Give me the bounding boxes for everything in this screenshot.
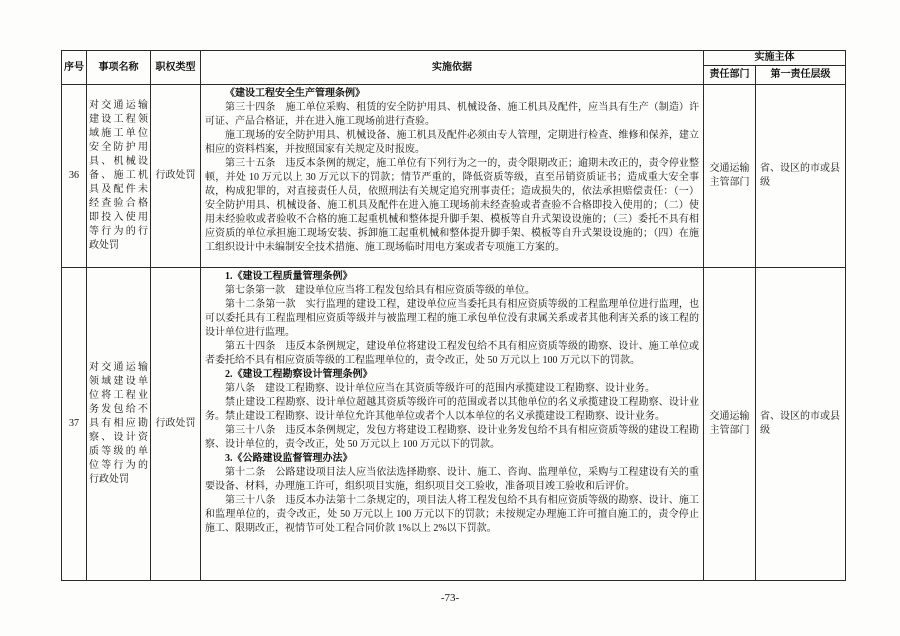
- row-dept: 交通运输主管部门: [704, 268, 756, 581]
- row-level: 省、设区的市或县级: [756, 268, 846, 581]
- col-header-dept: 责任部门: [704, 66, 756, 85]
- row-level: 省、设区的市或县级: [756, 85, 846, 268]
- basis-paragraph: 施工现场的安全防护用具、机械设备、施工机具及配件必须由专人管理，定期进行检查、维修和保养，建立相应的资料档案，并按照国家有关规定及时报废。: [205, 130, 699, 155]
- col-header-basis: 实施依据: [201, 51, 704, 85]
- header-row-1: [62, 51, 846, 66]
- table-header: [62, 51, 846, 85]
- basis-regulation-title: 2.《建设工程勘察设计管理条例》: [225, 369, 373, 380]
- basis-paragraph: 第十二条 公路建设项目法人应当依法选择勘察、设计、施工、咨询、监理单位，采购与工程建设有关的重要设备、材料，办理施工许可，组织项目实施，组织项目交工验收，准备项目竣工验收和后评价。: [205, 467, 699, 492]
- table-body: [62, 85, 846, 581]
- row-basis: [201, 268, 704, 581]
- col-header-seq: 序号: [62, 51, 87, 85]
- col-header-level: 第一责任层级: [756, 66, 846, 85]
- basis-paragraph: 第三十八条 违反本办法第十二条规定的，项目法人将工程发包给不具有相应资质等级的勘察、设计、施工和监理单位的，责令改正，处 50 万元以上 100 万元以下的罚款；未按规定办理施工许可擅自施工的，责令停止施工、限期改正，视情节可处工程合同价款 1%以上 2%以下罚款。: [205, 495, 699, 534]
- row-seq: 36: [62, 85, 87, 268]
- row-seq: 37: [62, 268, 87, 581]
- table-row: [62, 85, 846, 268]
- row-dept: 交通运输主管部门: [704, 85, 756, 268]
- table-row: [62, 268, 846, 581]
- row-basis: [201, 85, 704, 268]
- page-number: -73-: [440, 592, 460, 604]
- basis-paragraph: 第五十四条 违反本条例规定，建设单位将建设工程发包给不具有相应资质等级的勘察、设计、施工单位或者委托给不具有相应资质等级的工程监理单位的，责令改正，处 50 万元以上 100 万元以下的罚款。: [205, 341, 699, 366]
- row-item-name: 对交通运输建设工程领域施工单位安全防护用具、机械设备、施工机具及配件未经查验合格即投入使用等行为的行政处罚: [87, 85, 151, 268]
- basis-paragraph: 第三十四条 施工单位采购、租赁的安全防护用具、机械设备、施工机具及配件，应当具有生产（制造）许可证、产品合格证，并在进入施工现场前进行查验。: [205, 102, 699, 127]
- basis-regulation-title: 1.《建设工程质量管理条例》: [225, 271, 353, 282]
- basis-regulation-title: 《建设工程安全生产管理条例》: [225, 88, 365, 99]
- basis-paragraph: 禁止建设工程勘察、设计单位超越其资质等级许可的范围或者以其他单位的名义承揽建设工程勘察、设计业务。禁止建设工程勘察、设计单位允许其他单位或者个人以本单位的名义承揽建设工程勘察、设计业务。: [205, 397, 699, 422]
- col-header-subject: 实施主体: [704, 51, 846, 66]
- col-header-item: 事项名称: [87, 51, 151, 85]
- basis-regulation-title: 3.《公路建设监督管理办法》: [225, 453, 353, 464]
- row-item-name: 对交通运输领域建设单位将工程业务发包给不具有相应勘察、设计资质等级的单位等行为的行政处罚: [87, 268, 151, 581]
- powers-table: [61, 50, 846, 581]
- basis-paragraph: 第三十八条 违反本条例规定，发包方将建设工程勘察、设计业务发包给不具有相应资质等级的建设工程勘察、设计单位的，责令改正，处 50 万元以上 100 万元以下的罚款。: [205, 425, 699, 450]
- row-power-type: 行政处罚: [151, 268, 201, 581]
- col-header-type: 职权类型: [151, 51, 201, 85]
- basis-paragraph: 第七条第一款 建设单位应当将工程发包给具有相应资质等级的单位。: [225, 285, 535, 296]
- basis-paragraph: 第三十五条 违反本条例的规定，施工单位有下列行为之一的，责令限期改正；逾期未改正的，责令停业整顿，并处 10 万元以上 30 万元以下的罚款；情节严重的，降低资质等级，直至吊销资质证书；造成重大安全事故，构成犯罪的，对直接责任人员，依照刑法有关规定追究刑事责任；造成损失的，依法承担赔偿责任：（一）安全防护用具、机械设备、施工机具及配件在进入施工现场前未经查验或者查验不合格即投入使用的；（二）使用未经验收或者验收不合格的施工起重机械和整体提升脚手架、模板等自升式架设设施的；（三）委托不具有相应资质的单位承担施工现场安装、拆卸施工起重机械和整体提升脚手架、模板等自升式架设设施的；（四）在施工组织设计中未编制安全技术措施、施工现场临时用电方案或者专项施工方案的。: [205, 158, 699, 253]
- basis-paragraph: 第十二条第一款 实行监理的建设工程，建设单位应当委托具有相应资质等级的工程监理单位进行监理，也可以委托具有工程监理相应资质等级并与被监理工程的施工承包单位没有隶属关系或者其他利害关系的该工程的设计单位进行监理。: [205, 299, 699, 338]
- basis-paragraph: 第八条 建设工程勘察、设计单位应当在其资质等级许可的范围内承揽建设工程勘察、设计业务。: [225, 383, 655, 394]
- row-power-type: 行政处罚: [151, 85, 201, 268]
